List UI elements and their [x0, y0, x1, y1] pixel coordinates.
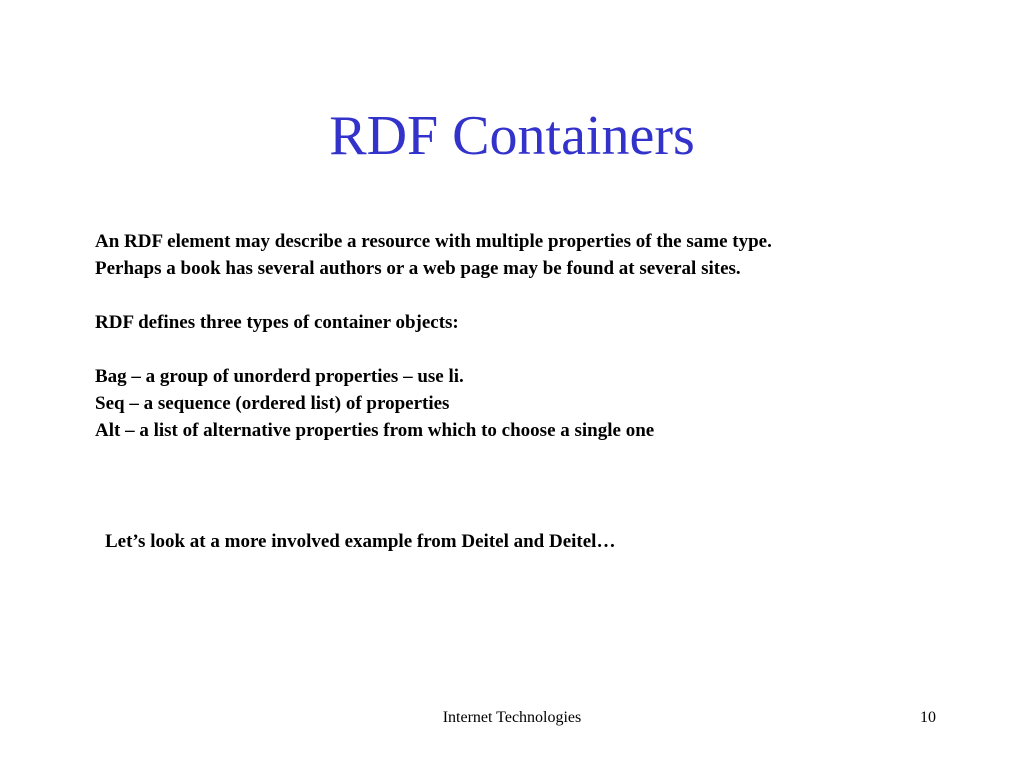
spacer — [95, 336, 975, 363]
spacer — [95, 282, 975, 309]
intro-line-2: Perhaps a book has several authors or a web page may be found at several sites. — [95, 258, 741, 279]
intro-line-1: An RDF element may describe a resource with multiple properties of the same type. — [95, 231, 772, 252]
footer-page-number: 10 — [920, 709, 936, 726]
container-type-alt: Alt – a list of alternative properties from which to choose a single one — [95, 420, 655, 441]
footer-course-name: Internet Technologies — [442, 709, 582, 726]
container-type-seq: Seq – a sequence (ordered list) of properties — [95, 393, 450, 414]
types-heading: RDF defines three types of container objects: — [95, 312, 459, 333]
closing-remark: Let’s look at a more involved example from Deitel and Deitel… — [105, 531, 616, 552]
slide-body — [95, 228, 975, 444]
slide-title: RDF Containers — [329, 105, 695, 167]
container-type-bag: Bag – a group of unorderd properties – use li. — [95, 366, 464, 387]
